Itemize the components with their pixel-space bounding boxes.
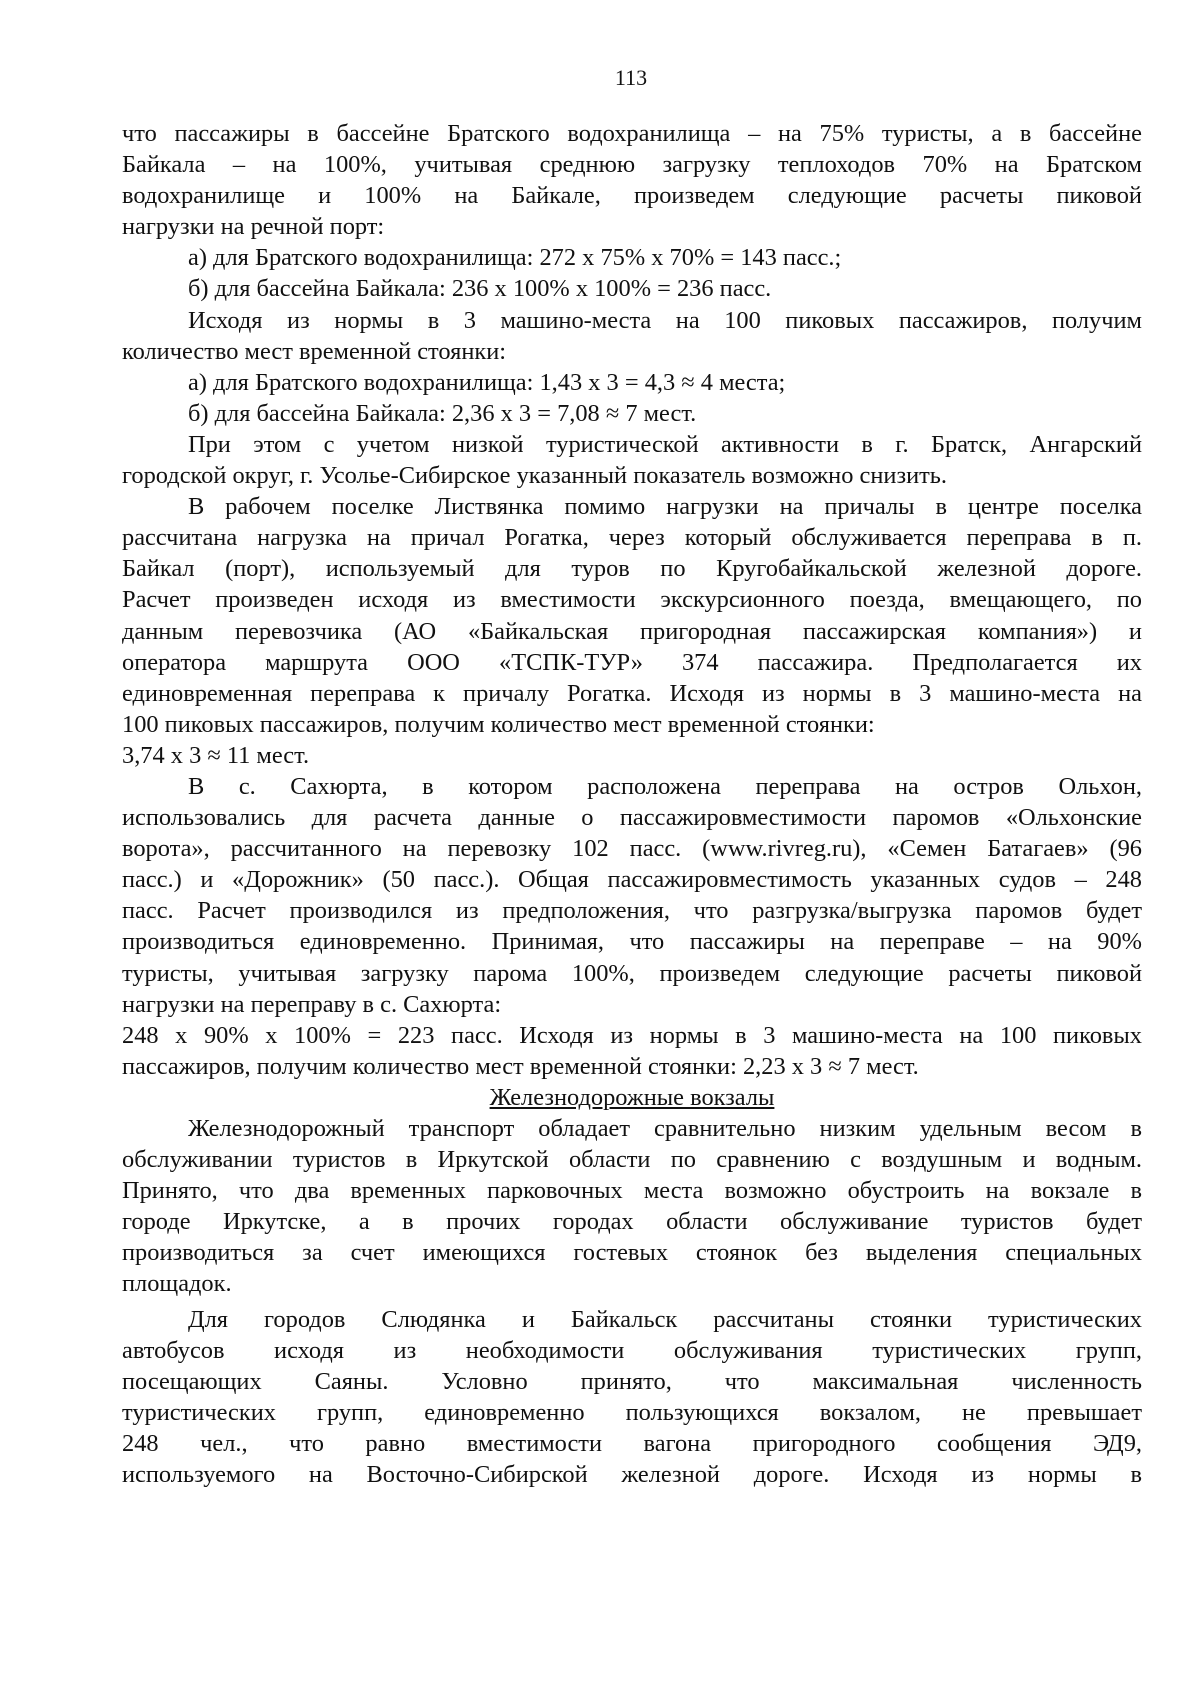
text-line: Принято, что два временных парковочных места возможно обустроить на вокзале в xyxy=(122,1177,1142,1205)
text-line: б) для бассейна Байкала: 236 х 100% х 100% = 236 пасс. xyxy=(188,275,772,303)
text-line: пассажиров, получим количество мест временной стоянки: 2,23 х 3 ≈ 7 мест. xyxy=(122,1052,919,1080)
text-line: количество мест временной стоянки: xyxy=(122,337,507,365)
text-line: Расчет произведен исходя из вместимости экскурсионного поезда, вмещающего, по xyxy=(122,586,1142,614)
text-line: производиться за счет имеющихся гостевых стоянок без выделения специальных xyxy=(122,1239,1142,1267)
text-line: оператора маршрута ООО «ТСПК-ТУР» 374 пассажира. Предполагается их xyxy=(122,648,1142,676)
text-line: а) для Братского водохранилища: 1,43 х 3 = 4,3 ≈ 4 места; xyxy=(188,368,786,396)
text-line: пасс. Расчет производился из предположения, что разгрузка/выгрузка паромов будет xyxy=(122,897,1142,925)
text-line: нагрузки на речной порт: xyxy=(122,213,385,241)
text-line: Байкала – на 100%, учитывая среднюю загрузку теплоходов 70% на Братском xyxy=(122,151,1142,179)
text-line: производиться единовременно. Принимая, что пассажиры на переправе – на 90% xyxy=(122,928,1142,956)
text-line: автобусов исходя из необходимости обслуживания туристических групп, xyxy=(122,1336,1142,1364)
text-line: городе Иркутске, а в прочих городах области обслуживание туристов будет xyxy=(122,1208,1142,1236)
text-line: Байкал (порт), используемый для туров по Кругобайкальской железной дороге. xyxy=(122,555,1142,583)
text-line: Железнодорожный транспорт обладает сравнительно низким удельным весом в xyxy=(188,1115,1142,1142)
text-line: туристы, учитывая загрузку парома 100%, произведем следующие расчеты пиковой xyxy=(122,959,1142,987)
text-line: единовременная переправа к причалу Рогатка. Исходя из нормы в 3 машино-места на xyxy=(122,679,1142,707)
text-line: б) для бассейна Байкала: 2,36 х 3 = 7,08 ≈ 7 мест. xyxy=(188,399,697,427)
text-line: посещающих Саяны. Условно принято, что максимальная численность xyxy=(122,1367,1142,1395)
text-line: Исходя из нормы в 3 машино-места на 100 пиковых пассажиров, получим xyxy=(188,306,1142,334)
text-line: данным перевозчика (АО «Байкальская пригородная пассажирская компания») и xyxy=(122,617,1142,645)
text-line: используемого на Восточно-Сибирской железной дороге. Исходя из нормы в xyxy=(122,1461,1142,1489)
page-number: 113 xyxy=(614,65,648,90)
text-line: рассчитана нагрузка на причал Рогатка, через который обслуживается переправа в п. xyxy=(122,524,1142,552)
text-line: использовались для расчета данные о пассажировместимости паромов «Ольхонские xyxy=(122,804,1142,832)
text-line: а) для Братского водохранилища: 272 х 75% х 70% = 143 пасс.; xyxy=(188,244,842,272)
text-line: нагрузки на переправу в с. Сахюрта: xyxy=(122,990,502,1018)
text-line: 3,74 х 3 ≈ 11 мест. xyxy=(122,741,310,769)
text-line: водохранилище и 100% на Байкале, произведем следующие расчеты пиковой xyxy=(122,182,1142,210)
text-line: пасс.) и «Дорожник» (50 пасс.). Общая пассажировместимость указанных судов – 248 xyxy=(122,866,1142,894)
text-line: площадок. xyxy=(122,1270,232,1298)
text-line: обслуживании туристов в Иркутской области по сравнению с воздушным и водным. xyxy=(122,1146,1142,1174)
text-line: ворота», рассчитанного на перевозку 102 пасс. (www.rivreg.ru), «Семен Батагаев» (96 xyxy=(122,835,1142,863)
text-line: Для городов Слюдянка и Байкальск рассчитаны стоянки туристических xyxy=(188,1305,1142,1333)
section-heading: Железнодорожные вокзалы xyxy=(489,1083,775,1111)
text-line: В с. Сахюрта, в котором расположена переправа на остров Ольхон, xyxy=(188,772,1142,800)
text-line: При этом с учетом низкой туристической активности в г. Братск, Ангарский xyxy=(188,430,1142,458)
text-line: 248 чел., что равно вместимости вагона пригородного сообщения ЭД9, xyxy=(122,1429,1142,1457)
text-line: городской округ, г. Усолье-Сибирское указанный показатель возможно снизить. xyxy=(122,462,948,490)
text-line: туристических групп, единовременно пользующихся вокзалом, не превышает xyxy=(122,1398,1142,1426)
text-line: 248 х 90% х 100% = 223 пасс. Исходя из нормы в 3 машино-места на 100 пиковых xyxy=(122,1021,1142,1049)
text-line: что пассажиры в бассейне Братского водохранилища – на 75% туристы, а в бассейне xyxy=(122,120,1142,147)
text-line: 100 пиковых пассажиров, получим количество мест временной стоянки: xyxy=(122,710,875,738)
document-body xyxy=(122,118,1142,1490)
text-line: В рабочем поселке Листвянка помимо нагрузки на причалы в центре поселка xyxy=(188,493,1142,521)
